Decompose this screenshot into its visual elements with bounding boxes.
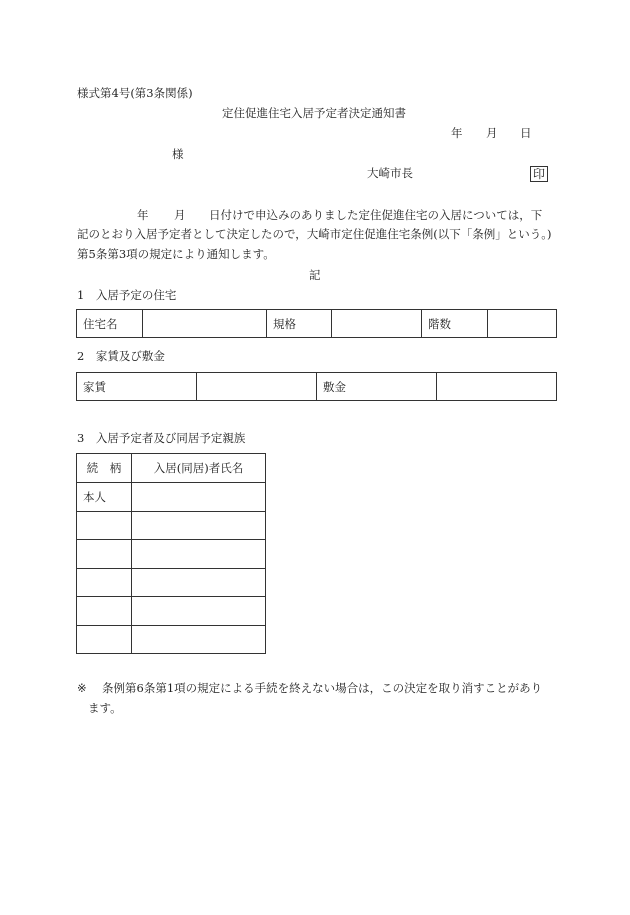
name-cell — [132, 597, 266, 626]
note-mark: ※ — [77, 681, 87, 695]
form-number: 様式第4号(第3条関係) — [77, 86, 193, 100]
table-row — [77, 569, 266, 597]
relation-cell: 本人 — [77, 483, 132, 512]
body-month-label: 月 — [174, 208, 186, 222]
section3-heading: 3 入居予定者及び同居予定親族 — [77, 431, 246, 445]
housing-spec-label: 規格 — [267, 310, 332, 338]
name-cell — [132, 540, 266, 569]
rent-field — [197, 373, 317, 401]
section2-heading: 2 家賃及び敷金 — [77, 349, 165, 363]
body-year-label: 年 — [137, 208, 149, 222]
table-row — [77, 626, 266, 654]
relation-cell — [77, 569, 132, 597]
relation-cell — [77, 597, 132, 626]
table-row — [77, 483, 266, 512]
name-cell — [132, 569, 266, 597]
note-line2: ます。 — [88, 701, 122, 715]
document-title: 定住促進住宅入居予定者決定通知書 — [222, 106, 406, 120]
name-cell — [132, 483, 266, 512]
note-line1: 条例第6条第1項の規定による手続を終えない場合は，この決定を取り消すことがあり — [102, 681, 543, 695]
date-day-label: 日 — [520, 126, 532, 140]
body-line2: 記のとおり入居予定者として決定したので，大崎市定住促進住宅条例(以下「条例」という。) — [77, 227, 552, 241]
table-row — [77, 512, 266, 540]
date-year-label: 年 — [451, 126, 463, 140]
relation-cell — [77, 512, 132, 540]
relation-cell — [77, 626, 132, 654]
deposit-label: 敷金 — [317, 373, 437, 401]
ki-heading: 記 — [309, 268, 321, 282]
table-row — [77, 540, 266, 569]
rent-label: 家賃 — [77, 373, 197, 401]
issuer: 大崎市長 — [367, 166, 413, 180]
table-row — [77, 597, 266, 626]
housing-name-field — [143, 310, 267, 338]
housing-floor-label: 階数 — [422, 310, 488, 338]
body-line3: 第5条第3項の規定により通知します。 — [77, 247, 275, 261]
rent-table — [76, 372, 557, 401]
housing-name-label: 住宅名 — [77, 310, 143, 338]
housing-table — [76, 309, 557, 338]
date-month-label: 月 — [486, 126, 498, 140]
name-cell — [132, 512, 266, 540]
deposit-field — [437, 373, 557, 401]
name-column-header: 入居(同居)者氏名 — [132, 454, 266, 483]
occupants-table — [76, 453, 266, 654]
seal-mark — [530, 166, 548, 182]
body-line1: 日付けで申込みのありました定住促進住宅の入居については，下 — [209, 208, 543, 222]
relation-column-header: 続 柄 — [77, 454, 132, 483]
addressee-suffix: 様 — [172, 147, 184, 161]
housing-floor-field — [488, 310, 557, 338]
relation-cell — [77, 540, 132, 569]
section1-heading: 1 入居予定の住宅 — [77, 288, 177, 302]
seal-label: 印 — [530, 166, 548, 182]
name-cell — [132, 626, 266, 654]
housing-spec-field — [332, 310, 422, 338]
